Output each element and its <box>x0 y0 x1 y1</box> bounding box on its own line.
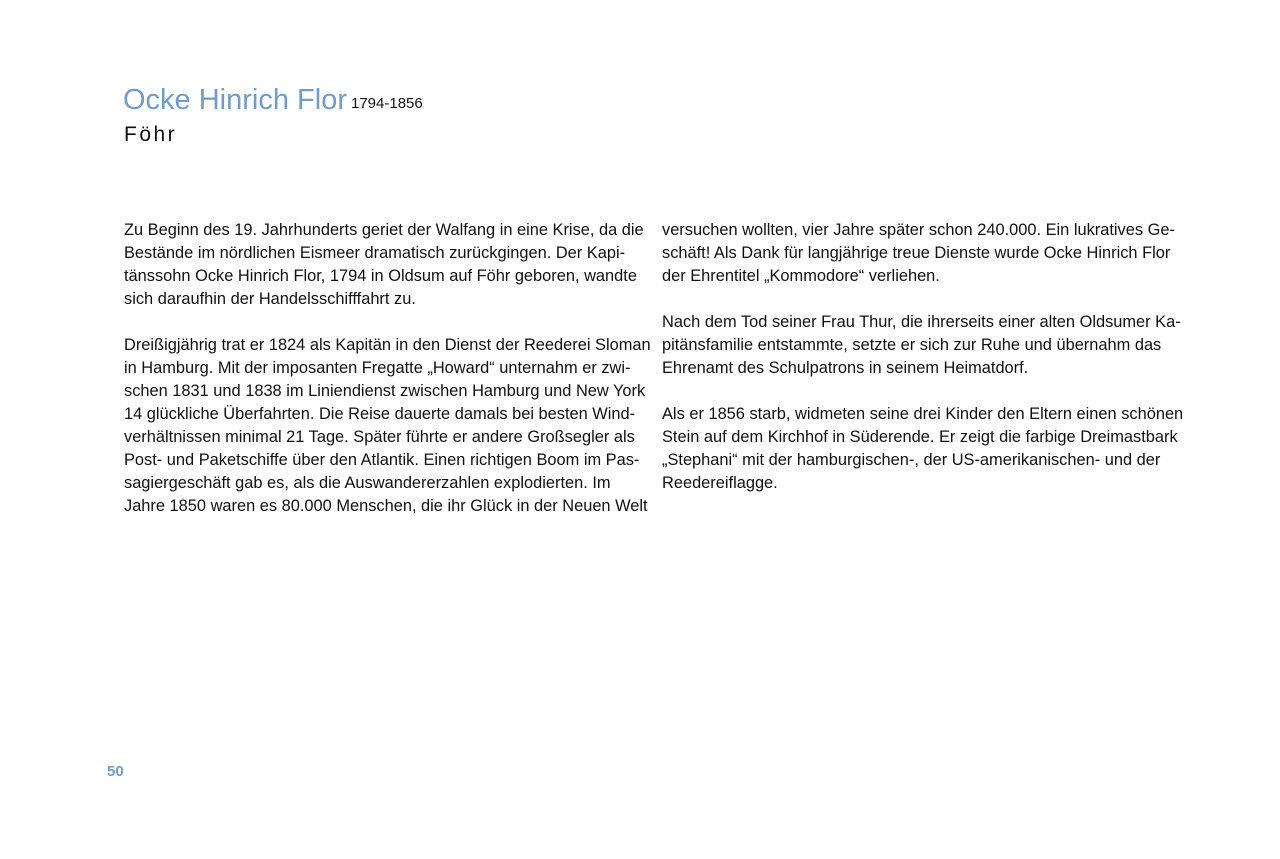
text-column-right <box>662 219 1184 518</box>
paragraph <box>662 219 1175 288</box>
person-name-title: Ocke Hinrich Flor <box>123 84 347 116</box>
text-line: Bestände im nördlichen Eismeer dramatisch zurückgingen. Der Kapi- <box>124 244 626 262</box>
text-line: Reedereiflagge. <box>662 474 778 492</box>
text-column-left <box>124 219 651 541</box>
page-number: 50 <box>107 763 124 780</box>
paragraph <box>662 311 1181 380</box>
text-line: Dreißigjährig trat er 1824 als Kapitän in den Dienst der Reederei Sloman <box>124 336 651 354</box>
text-line: sich daraufhin der Handelsschifffahrt zu. <box>124 290 416 308</box>
life-dates: 1794-1856 <box>351 95 423 112</box>
text-line: schäft! Als Dank für langjährige treue Dienste wurde Ocke Hinrich Flor <box>662 244 1171 262</box>
text-line: der Ehrentitel „Kommodore“ verliehen. <box>662 267 940 285</box>
text-line: verhältnissen minimal 21 Tage. Später führte er andere Großsegler als <box>124 428 635 446</box>
text-line: Post- und Paketschiffe über den Atlantik. Einen richtigen Boom im Pas- <box>124 451 640 469</box>
text-line: Ehrenamt des Schulpatrons in seinem Heimatdorf. <box>662 359 1029 377</box>
text-line: schen 1831 und 1838 im Liniendienst zwischen Hamburg und New York <box>124 382 646 400</box>
paragraph <box>662 403 1184 495</box>
text-line: Als er 1856 starb, widmeten seine drei Kinder den Eltern einen schönen <box>662 405 1184 423</box>
text-line: Nach dem Tod seiner Frau Thur, die ihrerseits einer alten Oldsumer Ka- <box>662 313 1181 331</box>
text-line: 14 glückliche Überfahrten. Die Reise dauerte damals bei besten Wind- <box>124 405 636 423</box>
text-line: Zu Beginn des 19. Jahrhunderts geriet der Walfang in eine Krise, da die <box>124 221 644 239</box>
text-line: tänssohn Ocke Hinrich Flor, 1794 in Oldsum auf Föhr geboren, wandte <box>124 267 637 285</box>
text-line: Jahre 1850 waren es 80.000 Menschen, die ihr Glück in der Neuen Welt <box>124 497 648 515</box>
paragraph <box>124 334 651 518</box>
text-line: Stein auf dem Kirchhof in Süderende. Er zeigt die farbige Dreimastbark <box>662 428 1178 446</box>
text-line: in Hamburg. Mit der imposanten Fregatte „Howard“ unternahm er zwi- <box>124 359 631 377</box>
text-line: pitänsfamilie entstammte, setzte er sich zur Ruhe und übernahm das <box>662 336 1162 354</box>
text-line: sagiergeschäft gab es, als die Auswandererzahlen explodierten. Im <box>124 474 611 492</box>
paragraph <box>124 219 644 311</box>
article-heading <box>123 82 423 118</box>
text-line: „Stephani“ mit der hamburgischen-, der US-amerikanischen- und der <box>662 451 1161 469</box>
place-subtitle: Föhr <box>124 123 178 146</box>
text-line: versuchen wollten, vier Jahre später schon 240.000. Ein lukratives Ge- <box>662 221 1175 239</box>
